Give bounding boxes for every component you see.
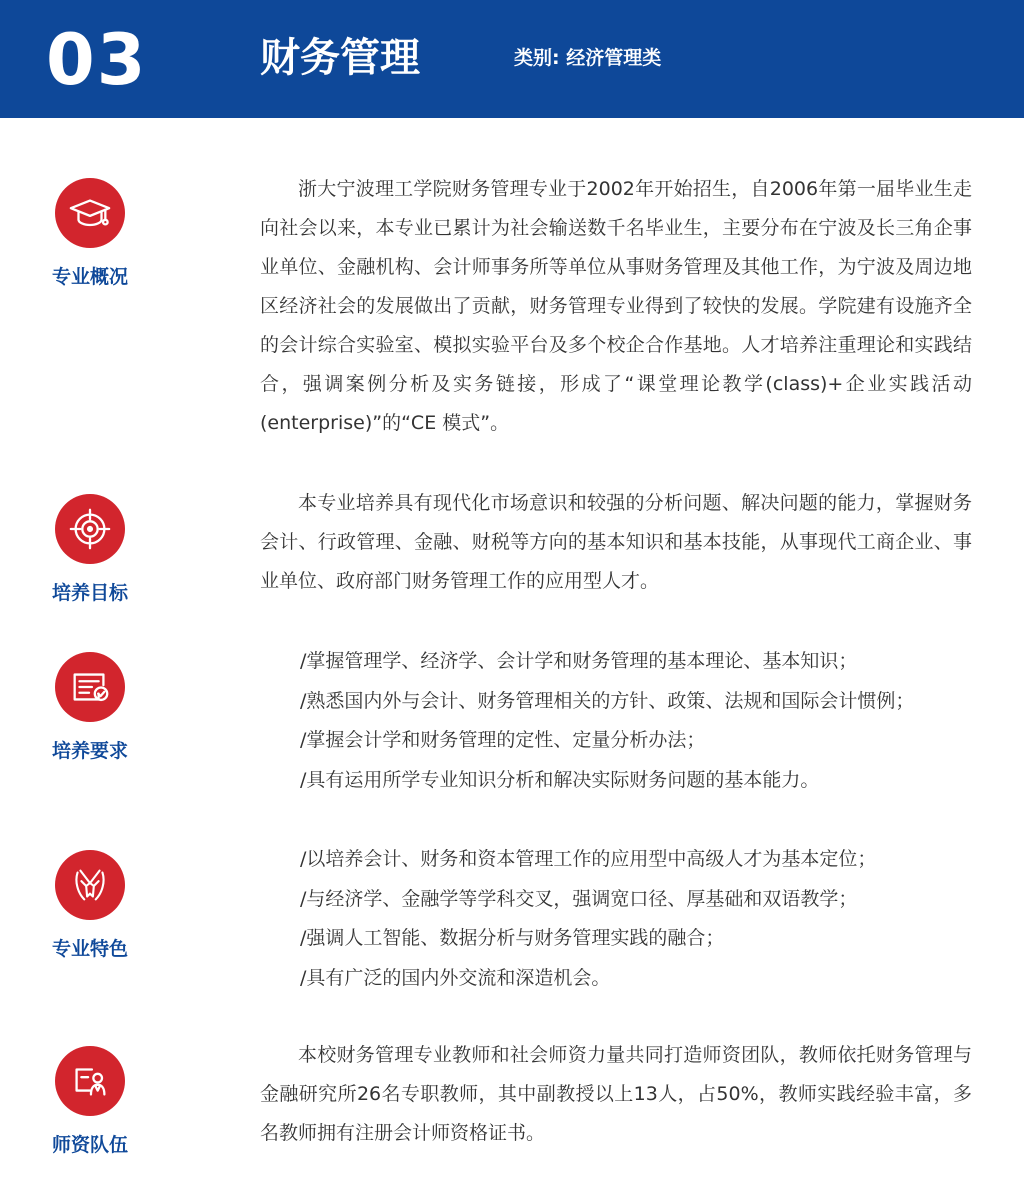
list-item: /具有运用所学专业知识分析和解决实际财务问题的基本能力。 — [300, 768, 820, 791]
list-item: /掌握会计学和财务管理的定性、定量分析办法； — [300, 729, 706, 751]
list-item: /强调人工智能、数据分析与财务管理实践的融合； — [300, 927, 725, 949]
section-icon-faculty — [38, 1046, 142, 1158]
graduation-cap-icon — [55, 178, 125, 248]
faculty-paragraph: 本校财务管理专业教师和社会师资力量共同打造师资团队，教师依托财务管理与金融研究所26名专职教师，其中副教授以上13人，占50%，教师实践经验丰富，多名教师拥有注册会计师资格证书。 — [260, 1044, 972, 1144]
checklist-icon — [55, 652, 125, 722]
section-label: 专业概况 — [51, 266, 128, 288]
section-label: 培养目标 — [51, 582, 128, 604]
section-icon-feature — [38, 850, 142, 962]
list-item: /以培养会计、财务和资本管理工作的应用型中高级人才为基本定位； — [300, 848, 877, 870]
list-item: /与经济学、金融学等学科交叉，强调宽口径、厚基础和双语教学； — [300, 887, 858, 910]
requirement-list — [300, 642, 980, 800]
list-item: /具有广泛的国内外交流和深造机会。 — [300, 966, 611, 989]
page-title: 财务管理 — [260, 35, 420, 81]
teacher-board-icon — [55, 1046, 125, 1116]
feature-list — [300, 840, 980, 998]
list-item: /熟悉国内外与会计、财务管理相关的方针、政策、法规和国际会计惯例； — [300, 689, 915, 712]
section-label: 师资队伍 — [51, 1134, 128, 1156]
category-label: 类别: 经济管理类 — [514, 47, 662, 69]
list-item: /掌握管理学、经济学、会计学和财务管理的基本理论、基本知识； — [300, 650, 858, 672]
section-label: 培养要求 — [51, 740, 128, 762]
ribbon-icon — [55, 850, 125, 920]
section-icon-requirement — [38, 652, 142, 764]
section-number: 03 — [46, 19, 148, 101]
goal-paragraph: 本专业培养具有现代化市场意识和较强的分析问题、解决问题的能力，掌握财务会计、行政管理、金融、财税等方向的基本知识和基本技能，从事现代工商企业、事业单位、政府部门财务管理工作的应用型人才。 — [260, 492, 972, 592]
target-icon — [55, 494, 125, 564]
header-banner — [0, 0, 1024, 118]
section-label: 专业特色 — [51, 938, 128, 960]
section-icon-overview — [38, 178, 142, 290]
section-icon-goal — [38, 494, 142, 606]
overview-paragraph: 浙大宁波理工学院财务管理专业于2002年开始招生，自2006年第一届毕业生走向社会以来，本专业已累计为社会输送数千名毕业生，主要分布在宁波及长三角企事业单位、金融机构、会计师事务所等单位从事财务管理及其他工作，为宁波及周边地区经济社会的发展做出了贡献，财务管理专业得到了较快的发展。学院建有设施齐全的会计综合实验室、模拟实验平台及多个校企合作基地。人才培养注重理论和实践结合，强调案例分析及实务链接，形成了“课堂理论教学(class)+企业实践活动(enterprise)”的“CE 模式”。 — [260, 178, 972, 434]
